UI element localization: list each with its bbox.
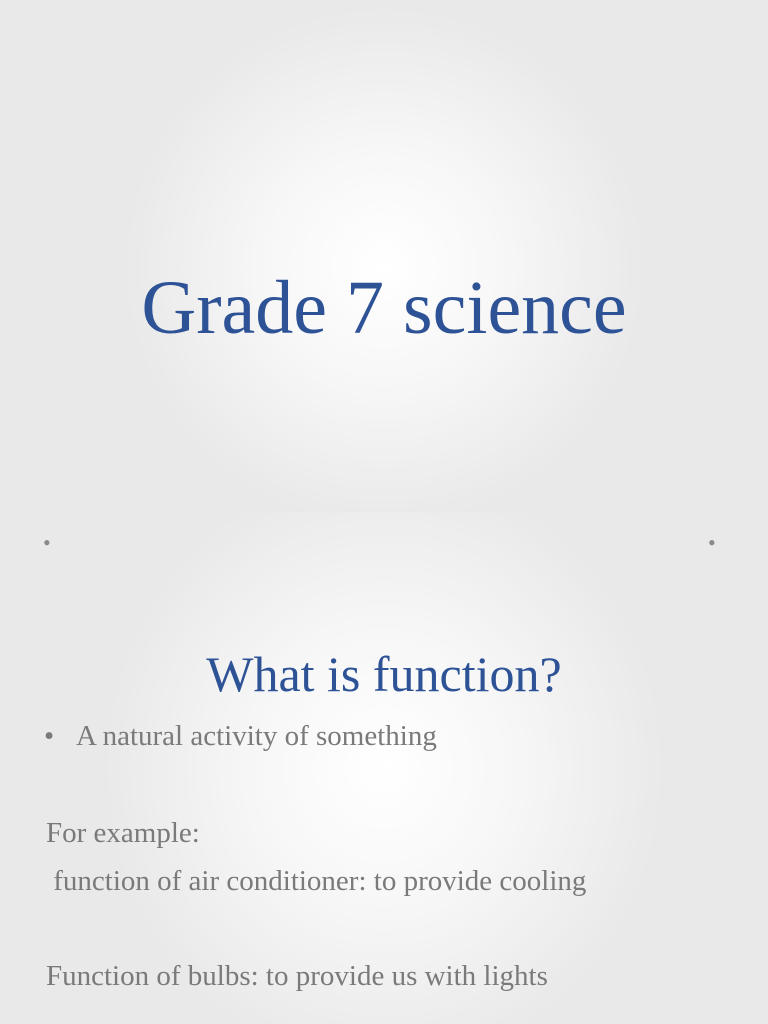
example-air-conditioner: function of air conditioner: to provide cooling — [46, 865, 587, 897]
list-bullet: • — [44, 720, 55, 752]
definition-text: A natural activity of something — [76, 720, 437, 752]
content-slide — [0, 512, 768, 1024]
example-heading: For example: — [46, 817, 200, 849]
slide-title: Grade 7 science — [141, 266, 627, 350]
example-bulbs: Function of bulbs: to provide us with lights — [46, 960, 548, 992]
empty-bullet-right: • — [708, 530, 716, 555]
empty-bullet-left: • — [43, 530, 51, 555]
section-title: What is function? — [206, 646, 562, 702]
